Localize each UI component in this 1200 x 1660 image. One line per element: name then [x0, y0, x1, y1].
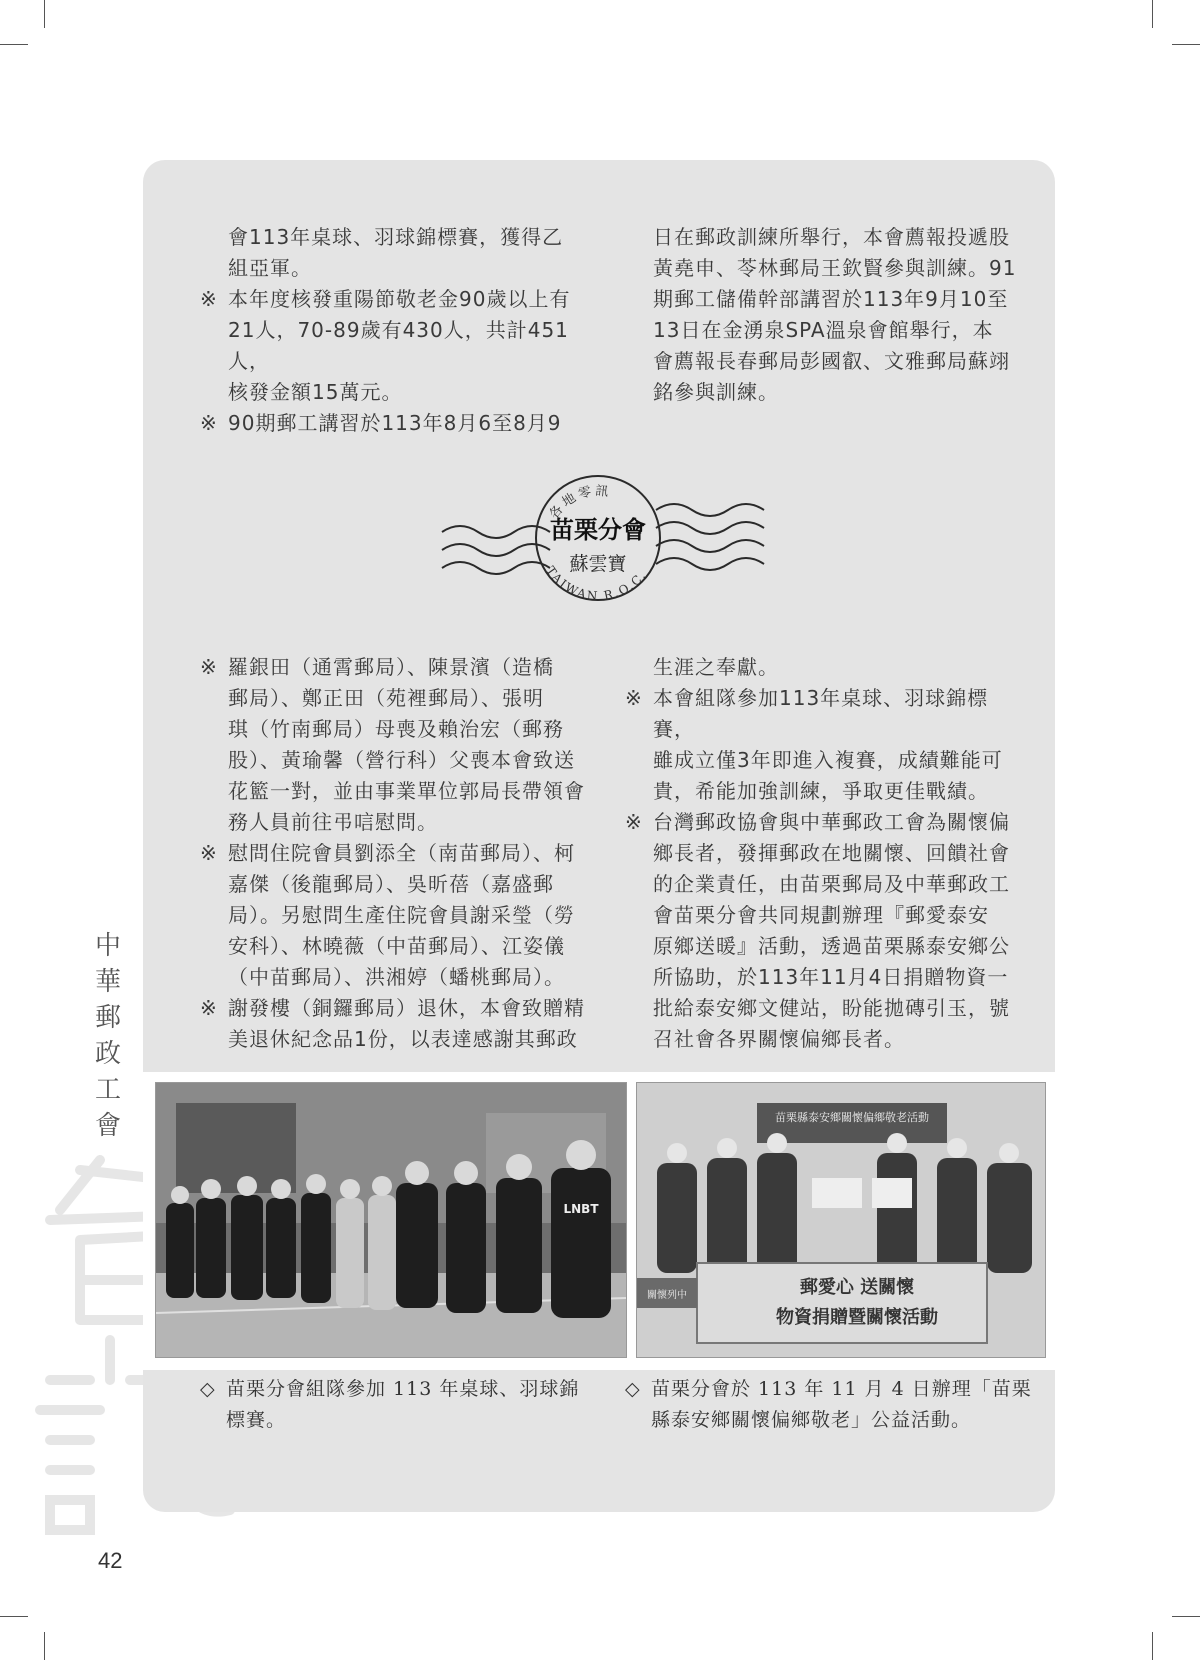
item-line: 務人員前往弔唁慰問。: [228, 810, 438, 834]
caption-line: 苗栗分會組隊參加 113 年桌球、羽球錦: [226, 1378, 580, 1400]
crop-mark: [1172, 1616, 1200, 1617]
item-line: 核發金額15萬元。: [228, 380, 403, 404]
top-left-column: [200, 222, 590, 439]
event-photo: [636, 1082, 1046, 1358]
reference-mark: ※: [200, 655, 218, 679]
left-caption: [200, 1374, 600, 1436]
continued-line: 期郵工儲備幹部講習於113年9月10至: [653, 287, 1009, 311]
item-line: 美退休紀念品1份，以表達感謝其郵政: [228, 1027, 578, 1051]
item-line: 郵局）、鄭正田（苑裡郵局）、張明: [228, 686, 544, 710]
item-line: 雖成立僅3年即進入複賽，成績難能可: [653, 748, 1003, 772]
stamp-arc-top: 各地零訊: [546, 483, 613, 523]
item-line: 局）。另慰問生產住院會員謝采瑩（勞: [228, 903, 575, 927]
list-item: [200, 993, 600, 1055]
continued-line: 日在郵政訓練所舉行，本會薦報投遞股: [653, 225, 1010, 249]
diamond-bullet: ◇: [200, 1378, 216, 1400]
reference-mark: ※: [200, 841, 218, 865]
caption-line: 苗栗分會於 113 年 11 月 4 日辦理「苗栗: [651, 1378, 1032, 1400]
bottom-right-column: [625, 652, 1025, 1055]
item-line: 本會組隊參加113年桌球、羽球錦標賽，: [653, 686, 989, 741]
crop-mark: [0, 44, 28, 45]
stamp-arc-bottom: TAIWAN R.O.C.: [543, 563, 650, 604]
page-number: 42: [98, 1548, 123, 1573]
item-line: 花籃一對，並由事業單位郭局長帶領會: [228, 779, 585, 803]
postmark-stamp: [438, 470, 768, 620]
continued-line: 銘參與訓練。: [653, 380, 779, 404]
stamp-branch: 苗栗分會: [550, 516, 646, 544]
crop-mark: [44, 0, 45, 28]
item-line: 會苗栗分會共同規劃辦理『郵愛泰安: [653, 903, 989, 927]
reference-mark: ※: [200, 287, 218, 311]
item-line: 90期郵工講習於113年8月6至8月9: [228, 411, 562, 435]
item-line: 嘉傑（後龍郵局）、吳昕蓓（嘉盛郵: [228, 872, 554, 896]
list-item: [200, 408, 590, 439]
banner-main-1: 郵愛心 送關懷: [799, 1277, 915, 1298]
reference-mark: ※: [200, 996, 218, 1020]
sidebar-title: 中華郵政工會: [94, 931, 121, 1141]
bottom-left-column: [200, 652, 600, 1055]
item-line: 本年度核發重陽節敬老金90歲以上有: [228, 287, 571, 311]
crop-mark: [0, 1616, 28, 1617]
item-line: 慰問住院會員劉添全（南苗郵局）、柯: [228, 841, 575, 865]
item-line: 21人，70-89歲有430人，共計451人，: [228, 318, 569, 373]
reference-mark: ※: [200, 411, 218, 435]
item-line: 批給泰安鄉文健站，盼能拋磚引玉，號: [653, 996, 1010, 1020]
continued-line: 13日在金湧泉SPA溫泉會館舉行，本: [653, 318, 994, 342]
reference-mark: ※: [625, 686, 643, 710]
stamp-author: 蘇雲寶: [569, 553, 627, 575]
item-line: 鄉長者，發揮郵政在地關懷、回饋社會: [653, 841, 1010, 865]
list-item: [200, 838, 600, 993]
crop-mark: [1152, 0, 1153, 28]
continued-line: 會113年桌球、羽球錦標賽，獲得乙: [228, 225, 564, 249]
list-item: [200, 652, 600, 838]
crop-mark: [1172, 44, 1200, 45]
item-line: 股）、黃瑜馨（營行科）父喪本會致送: [228, 748, 575, 772]
list-item: [625, 807, 1025, 1055]
crop-mark: [1152, 1632, 1153, 1660]
item-line: 羅銀田（通霄郵局）、陳景濱（造橋: [228, 655, 554, 679]
item-line: 台灣郵政協會與中華郵政工會為關懷偏: [653, 810, 1010, 834]
item-line: 所協助，於113年11月4日捐贈物資一: [653, 965, 1009, 989]
continued-line: 會薦報長春郵局彭國叡、文雅郵局蘇翊: [653, 349, 1010, 373]
banner-main-2: 物資捐贈暨關懷活動: [776, 1307, 938, 1328]
item-line: 安科）、林曉薇（中苗郵局）、江姿儀: [228, 934, 565, 958]
banner-side: 關懷列中: [647, 1290, 687, 1301]
reference-mark: ※: [625, 810, 643, 834]
item-line: 琪（竹南郵局）母喪及賴治宏（郵務: [228, 717, 564, 741]
item-line: 的企業責任，由苗栗郵局及中華郵政工: [653, 872, 1010, 896]
continued-line: 黃堯申、苓林郵局王欽賢參與訓練。91: [653, 256, 1017, 280]
item-line: 貴，希能加強訓練，爭取更佳戰績。: [653, 779, 989, 803]
list-item: [625, 683, 1025, 807]
top-right-column: [625, 222, 1025, 408]
item-line: 召社會各界關懷偏鄉長者。: [653, 1027, 905, 1051]
diamond-bullet: ◇: [625, 1378, 641, 1400]
caption-line: 縣泰安鄉關懷偏鄉敬老」公益活動。: [651, 1409, 972, 1431]
team-photo: [155, 1082, 627, 1358]
shirt-text: LNBT: [563, 1202, 599, 1216]
right-caption: [625, 1374, 1035, 1436]
continued-line: 組亞軍。: [228, 256, 312, 280]
crop-mark: [44, 1632, 45, 1660]
caption-line: 標賽。: [226, 1409, 287, 1431]
item-line: 原鄉送暖』活動，透過苗栗縣泰安鄉公: [653, 934, 1010, 958]
item-line: 謝發樓（銅鑼郵局）退休，本會致贈精: [228, 996, 585, 1020]
item-line: （中苗郵局）、洪湘婷（蟠桃郵局）。: [228, 965, 565, 989]
banner-top: 苗栗縣泰安鄉關懷偏鄉敬老活動: [775, 1111, 929, 1124]
continued-line: 生涯之奉獻。: [653, 655, 779, 679]
list-item: [200, 284, 590, 408]
